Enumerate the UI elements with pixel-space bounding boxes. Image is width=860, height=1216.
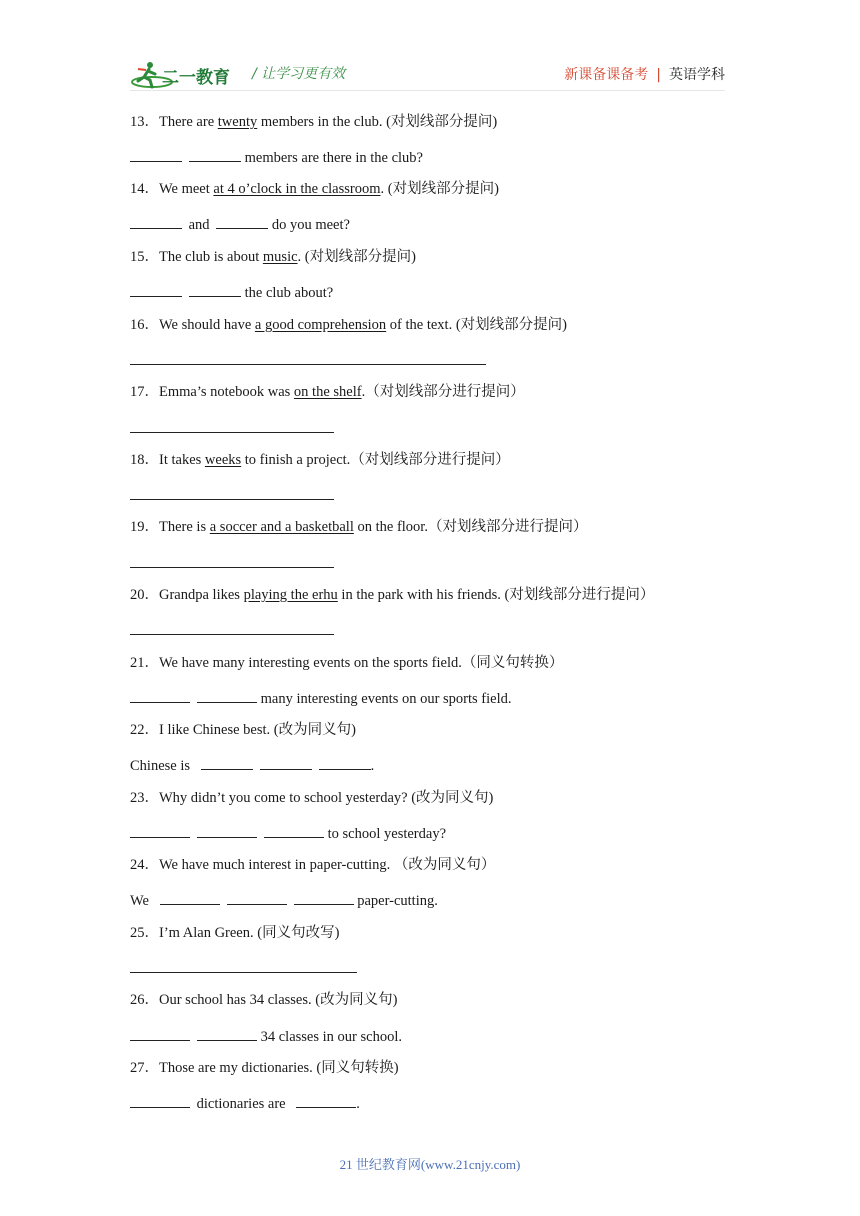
answer-blank[interactable] (197, 823, 257, 838)
header-divider (130, 90, 725, 91)
question-23: 23．Why didn’t you come to school yesterday? (改为同义句) (130, 790, 494, 806)
answer-blank[interactable] (294, 890, 354, 905)
answer-blank[interactable] (130, 688, 190, 703)
question-21: 21．We have many interesting events on the sports field.（同义句转换） (130, 655, 564, 671)
tag-separator: | (656, 67, 661, 83)
answer-line-20[interactable] (130, 634, 334, 635)
answer-blank[interactable] (130, 1026, 190, 1041)
answer-blank[interactable] (197, 1026, 257, 1041)
svg-text:二一教育: 二一教育 (162, 68, 230, 88)
answer-blank[interactable] (296, 1093, 356, 1108)
answer-line-18[interactable] (130, 499, 334, 500)
answer-27: dictionaries are . (130, 1093, 360, 1113)
answer-23: to school yesterday? (130, 823, 446, 843)
answer-13: members are there in the club? (130, 147, 423, 167)
tag-course-prep: 新课备课备考 (564, 67, 649, 83)
page-footer[interactable]: 21 世纪教育网(www.21cnjy.com) (339, 1157, 521, 1172)
question-25: 25．I’m Alan Green. (同义句改写) (130, 925, 340, 941)
question-14: 14．We meet at 4 o’clock in the classroom. (对划线部分提问) (130, 181, 499, 197)
question-13: 13．There are twenty members in the club. (对划线部分提问) (130, 114, 498, 130)
question-26: 26．Our school has 34 classes. (改为同义句) (130, 992, 398, 1008)
answer-blank[interactable] (130, 147, 182, 162)
answer-blank[interactable] (201, 755, 253, 770)
answer-14: and do you meet? (130, 214, 350, 234)
answer-blank[interactable] (227, 890, 287, 905)
tag-subject: 英语学科 (669, 67, 725, 83)
question-15: 15．The club is about music. (对划线部分提问) (130, 249, 416, 265)
answer-15: the club about? (130, 282, 333, 302)
answer-26: 34 classes in our school. (130, 1026, 402, 1046)
answer-line-19[interactable] (130, 567, 334, 568)
question-20: 20．Grandpa likes playing the erhu in the park with his friends. (对划线部分进行提问） (130, 587, 655, 603)
page-header (130, 54, 725, 90)
question-18: 18．It takes weeks to finish a project.（对划线部分进行提问） (130, 452, 510, 468)
logo (130, 60, 242, 90)
question-16: 16．We should have a good comprehension of the text. (对划线部分提问) (130, 317, 567, 333)
answer-blank[interactable] (130, 282, 182, 297)
runner-logo-icon (130, 60, 242, 90)
answer-blank[interactable] (216, 214, 268, 229)
answer-blank[interactable] (319, 755, 371, 770)
subject-tags (564, 64, 725, 84)
answer-line-25[interactable] (130, 972, 357, 973)
answer-blank[interactable] (130, 214, 182, 229)
question-24: 24．We have much interest in paper-cutting. （改为同义句） (130, 857, 496, 873)
answer-blank[interactable] (160, 890, 220, 905)
answer-line-17[interactable] (130, 432, 334, 433)
question-17: 17．Emma’s notebook was on the shelf.（对划线部分进行提问） (130, 384, 525, 400)
slogan: / 让学习更有效 (252, 66, 346, 82)
question-22: 22．I like Chinese best. (改为同义句) (130, 722, 356, 738)
question-19: 19．There is a soccer and a basketball on the floor.（对划线部分进行提问） (130, 519, 588, 535)
answer-blank[interactable] (264, 823, 324, 838)
answer-blank[interactable] (189, 282, 241, 297)
answer-21: many interesting events on our sports field. (130, 688, 512, 708)
answer-blank[interactable] (130, 823, 190, 838)
answer-line-16[interactable] (130, 364, 486, 365)
answer-24: We paper-cutting. (130, 890, 438, 910)
answer-22: Chinese is . (130, 755, 374, 775)
answer-blank[interactable] (197, 688, 257, 703)
answer-blank[interactable] (130, 1093, 190, 1108)
question-27: 27．Those are my dictionaries. (同义句转换) (130, 1060, 399, 1076)
answer-blank[interactable] (189, 147, 241, 162)
answer-blank[interactable] (260, 755, 312, 770)
